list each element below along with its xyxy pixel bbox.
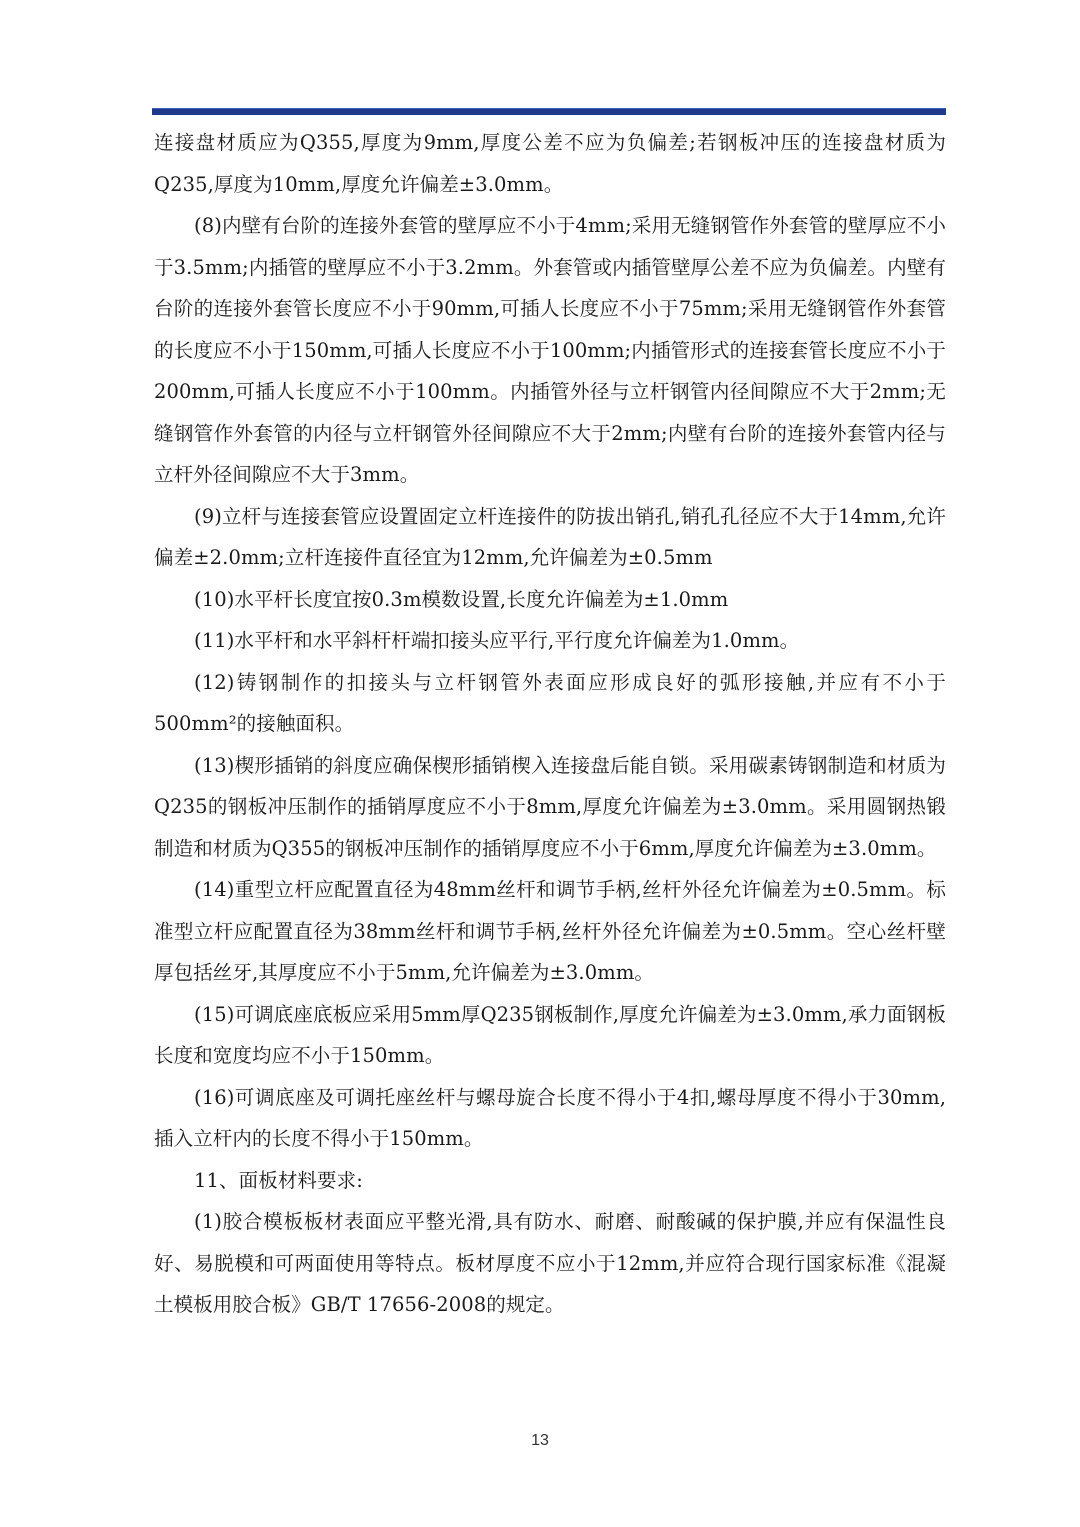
page-body bbox=[154, 122, 946, 1326]
section-heading-11: 11、面板材料要求: bbox=[194, 1168, 363, 1192]
page-number: 13 bbox=[531, 1432, 549, 1449]
paragraph-item-16: (16)可调底座及可调托座丝杆与螺母旋合长度不得小于4扣,螺母厚度不得小于30mm,插入立杆内的长度不得小于150mm。 bbox=[154, 1085, 946, 1150]
paragraph-item-9: (9)立杆与连接套管应设置固定立杆连接件的防拔出销孔,销孔孔径应不大于14mm,允许偏差±2.0mm;立杆连接件直径宜为12mm,允许偏差为±0.5mm bbox=[154, 504, 946, 569]
paragraph-item-13: (13)楔形插销的斜度应确保楔形插销楔入连接盘后能自锁。采用碳素铸钢制造和材质为Q235的钢板冲压制作的插销厚度应不小于8mm,厚度允许偏差为±3.0mm。采用圆钢热锻制造和材质为Q355的钢板冲压制作的插销厚度应不小于6mm,厚度允许偏差为±3.0mm。 bbox=[154, 753, 946, 860]
paragraph-item-10: (10)水平杆长度宜按0.3m模数设置,长度允许偏差为±1.0mm bbox=[194, 587, 729, 611]
paragraph-item-15: (15)可调底座底板应采用5mm厚Q235钢板制作,厚度允许偏差为±3.0mm,承力面钢板长度和宽度均应不小于150mm。 bbox=[154, 1002, 946, 1067]
paragraph-item-14: (14)重型立杆应配置直径为48mm丝杆和调节手柄,丝杆外径允许偏差为±0.5mm。标准型立杆应配置直径为38mm丝杆和调节手柄,丝杆外径允许偏差为±0.5mm。空心丝杆壁厚包括丝牙,其厚度应不小于5mm,允许偏差为±3.0mm。 bbox=[154, 878, 946, 984]
paragraph-item-8: (8)内壁有台阶的连接外套管的壁厚应不小于4mm;采用无缝钢管作外套管的壁厚应不小于3.5mm;内插管的壁厚应不小于3.2mm。外套管或内插管壁厚公差不应为负偏差。内壁有台阶的连接外套管长度应不小于90mm,可插人长度应不小于75mm;采用无缝钢管作外套管的长度应不小于150mm,可插人长度应不小于100mm;内插管形式的连接套管长度应不小于200mm,可插人长度应不小于100mm。内插管外径与立杆钢管内径间隙应不大于2mm;无缝钢管作外套管的内径与立杆钢管外径间隙应不大于2mm;内壁有台阶的连接外套管内径与立杆外径间隙应不大于3mm。 bbox=[154, 214, 946, 486]
paragraph-item-12: (12)铸钢制作的扣接头与立杆钢管外表面应形成良好的弧形接触,并应有不小于500mm²的接触面积。 bbox=[154, 670, 946, 735]
paragraph-item-11: (11)水平杆和水平斜杆杆端扣接头应平行,平行度允许偏差为1.0mm。 bbox=[194, 629, 800, 652]
paragraph-continuation: 连接盘材质应为Q355,厚度为9mm,厚度公差不应为负偏差;若钢板冲压的连接盘材质为Q235,厚度为10mm,厚度允许偏差±3.0mm。 bbox=[154, 131, 946, 196]
paragraph-panel-item-1: (1)胶合模板板材表面应平整光滑,具有防水、耐磨、耐酸碱的保护膜,并应有保温性良好、易脱模和可两面使用等特点。板材厚度不应小于12mm,并应符合现行国家标准《混凝土模板用胶合板》GB/T 17656-2008的规定。 bbox=[154, 1210, 946, 1316]
header-rule bbox=[152, 108, 946, 115]
